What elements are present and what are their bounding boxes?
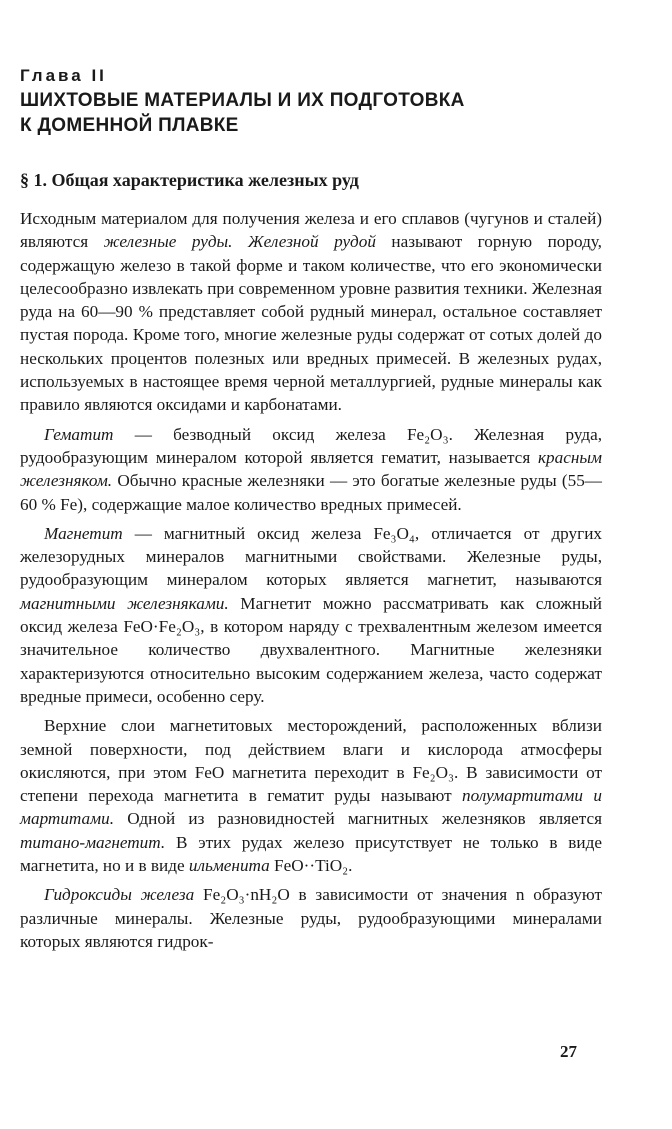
p3-term-magnetic-ironstone: магнитными железняками.: [20, 593, 229, 613]
chapter-label: Глава II: [20, 66, 107, 85]
paragraph-hematite: [20, 423, 602, 516]
p3-text-b: — магнитный оксид железа Fe₃O₄, отличается от других железорудных минералов магнитными свойствами. Железные руды, рудообразующим минералом которых является магнетит, называются: [20, 523, 602, 590]
page-number: 27: [560, 1042, 577, 1061]
chapter-title-line-2: К ДОМЕННОЙ ПЛАВКЕ: [20, 115, 239, 136]
paragraph-iron-ores: [20, 207, 602, 417]
p4-term-martites: полумартитами и мартитами.: [20, 786, 602, 829]
p4-text-e: В этих рудах железо присутствует не только в виде магнетита, но и в виде: [20, 832, 602, 876]
paragraph-upper-layers: [20, 714, 602, 877]
p1-text-c: называют горную породу, содержащую железо в такой форме и таком количестве, что его экономически целесообразно извлекать при современном уровне развития техники. Железная руда на 60—90 % представляет собой рудный минерал, остальное составляет пустая порода. Кроме того, многие железные руды содержат от сотых долей до нескольких процентов полезных или вредных примесей. В железных рудах, используемых в настоящее время черной металлургией, рудные минералы как правило являются оксидами и карбонатами.: [20, 232, 602, 415]
p2-term-hematite: Гематит: [44, 424, 114, 444]
chapter-title-line-1: ШИХТОВЫЕ МАТЕРИАЛЫ И ИХ ПОДГОТОВКА: [20, 90, 465, 111]
p4-text-c: Одной из разновидностей магнитных железняков является: [114, 809, 602, 829]
p4-text-a: Верхние слои магнетитовых месторождений, расположенных вблизи земной поверхности, под действием влаги и кислорода атмосферы окисляются, при этом FeO магнетита переходит в Fe₂O₃. В зависимости от степени перехода магнетита в гематит руды называют: [20, 716, 602, 806]
p5-term-iron-hydroxides: Гидроксиды железа: [44, 885, 195, 905]
p2-text-b: — безводный оксид железа Fe₂O₃. Железная руда, рудообразующим минералом которой является гематит, называется: [20, 424, 602, 467]
p3-term-magnetite: Магнетит: [44, 523, 123, 543]
section-title: § 1. Общая характеристика железных руд: [20, 170, 359, 190]
p2-term-red-ironstone: красным железняком.: [20, 447, 602, 491]
paragraph-magnetite: [20, 522, 602, 708]
paragraph-hydroxides: [20, 883, 602, 953]
p4-text-g: FeO··TiO₂.: [269, 856, 353, 876]
p4-term-ilmenite: ильменита: [188, 856, 270, 876]
p4-term-titanomagnetite: титано-магнетит.: [20, 832, 166, 852]
p3-text-d: Магнетит можно рассматривать как сложный оксид железа FeO·Fe₂O₃, в котором наряду с трехвалентным железом имеется значительное количество двухвалентного. Магнитные железняки характеризуются относительно высоким содержанием железа, часто содержат вредные примеси, особенно серу.: [20, 593, 602, 706]
book-page: [20, 66, 602, 959]
p1-term-iron-ores: железные руды. Железной рудой: [103, 232, 376, 252]
p1-text-a: Исходным материалом для получения железа и его сплавов (чугунов и сталей) являются: [20, 209, 602, 252]
p5-text-b: Fe₂O₃·nH₂O в зависимости от значения n образуют различные минералы. Железные руды, рудообразующими минералами которых являются гидрок-: [20, 885, 602, 951]
p2-text-d: Обычно красные железняки — это богатые железные руды (55—60 % Fe), содержащие малое количество вредных примесей.: [20, 471, 602, 514]
